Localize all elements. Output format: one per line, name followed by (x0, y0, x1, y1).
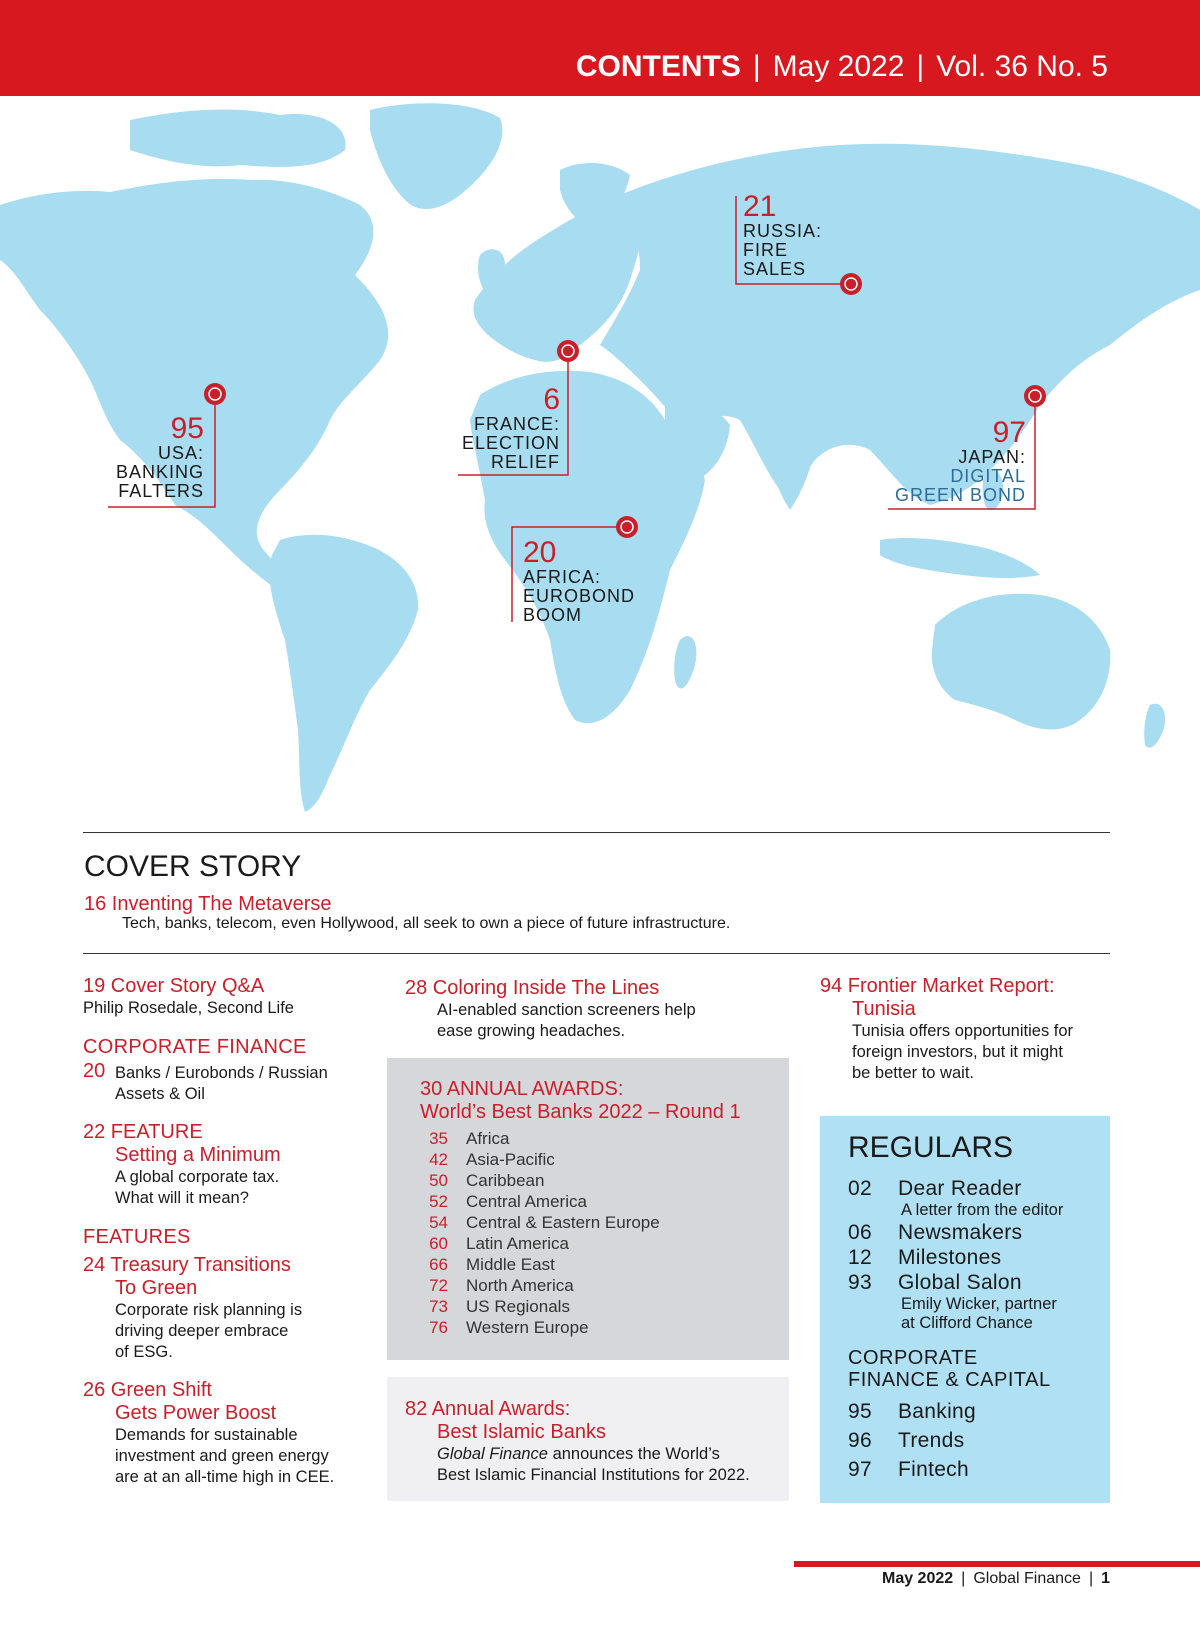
france-page: 6 (543, 383, 560, 416)
list-item[interactable]: 50 Caribbean (429, 1171, 545, 1190)
corporate-finance-heading: CORPORATE FINANCE (83, 1036, 307, 1058)
regular-item[interactable]: 12 Milestones (848, 1246, 1002, 1269)
indonesia-shape (880, 538, 1040, 578)
france-callout[interactable] (438, 385, 560, 472)
japan-label: JAPAN: DIGITAL GREEN BOND (894, 447, 1026, 505)
list-item[interactable]: 76 Western Europe (429, 1318, 589, 1337)
feature-24[interactable]: 24 Treasury Transitions To Green Corporate risk planning is driving deeper embrace of ESG. (83, 1254, 303, 1361)
footer-publication: Global Finance (973, 1570, 1081, 1587)
annual-awards-title: 30 ANNUAL AWARDS: (420, 1078, 624, 1100)
cover-story-heading: COVER STORY (84, 850, 302, 883)
footer-bar (794, 1561, 1200, 1567)
feature-22[interactable]: 22 FEATURE Setting a Minimum A global corporate tax. What will it mean? (83, 1121, 281, 1207)
canada-north-shape (130, 110, 346, 167)
footer-date: May 2022 (881, 1570, 954, 1587)
islamic-banks-awards[interactable]: 82 Annual Awards: Best Islamic Banks Global Finance announces the World’s Best Islamic Financial Institutions for 2022. (405, 1398, 750, 1484)
list-item[interactable]: 60 Latin America (429, 1234, 569, 1253)
russia-callout[interactable] (743, 192, 822, 279)
new-zealand-shape (1144, 704, 1165, 748)
cfc-list (848, 1397, 1103, 1484)
divider-top (83, 832, 1110, 833)
cover-story-description: Tech, banks, telecom, even Hollywood, all seek to own a piece of future infrastructure. (122, 915, 731, 932)
list-item[interactable]: 54 Central & Eastern Europe (429, 1213, 660, 1232)
list-item[interactable]: 66 Middle East (429, 1255, 555, 1274)
regular-item[interactable]: 06 Newsmakers (848, 1221, 1023, 1244)
usa-label: USA: BANKING FALTERS (115, 443, 204, 501)
japan-page: 97 (992, 416, 1026, 449)
france-pin (557, 340, 579, 362)
corporate-finance-item[interactable]: 20 Banks / Eurobonds / Russian Assets & Oil (83, 1060, 328, 1103)
contents-label: CONTENTS (575, 50, 741, 83)
annual-awards-list (420, 1128, 780, 1338)
france-label: FRANCE: ELECTION RELIEF (461, 414, 560, 472)
russia-pin (840, 273, 862, 295)
cover-qa-desc: Philip Rosedale, Second Life (83, 999, 294, 1017)
cf-page: 20 (83, 1060, 106, 1082)
features-heading: FEATURES (83, 1226, 191, 1248)
frontier-market-report[interactable]: 94 Frontier Market Report: Tunisia Tunisia offers opportunities for foreign investors, but it might be better to wait. (820, 975, 1074, 1082)
africa-label: AFRICA: EUROBOND BOOM (523, 567, 636, 625)
cover-story-title[interactable]: 16 Inventing The Metaverse (84, 893, 332, 915)
list-item[interactable]: 96 Trends (848, 1429, 965, 1452)
footer-page-number: 1 (1101, 1570, 1110, 1587)
feature-28[interactable]: 28 Coloring Inside The Lines AI-enabled sanction screeners help ease growing headaches. (405, 977, 785, 1042)
divider-bottom (83, 953, 1110, 954)
regular-item[interactable]: 93 Global Salon Emily Wicker, partner at Clifford Chance (848, 1271, 1057, 1332)
list-item[interactable]: 35 Africa (429, 1129, 510, 1148)
issue-volume: Vol. 36 No. 5 (936, 50, 1108, 83)
list-item[interactable]: 73 US Regionals (429, 1297, 570, 1316)
australia-shape (932, 594, 1110, 730)
africa-page: 20 (523, 536, 557, 569)
list-item[interactable]: 95 Banking (848, 1400, 976, 1423)
africa-pin (616, 516, 638, 538)
south-america-shape (270, 535, 418, 812)
annual-awards[interactable] (420, 1078, 780, 1338)
africa-callout[interactable] (523, 538, 635, 625)
regulars-heading: REGULARS (848, 1131, 1014, 1164)
usa-callout[interactable] (98, 414, 204, 501)
regulars-section (848, 1130, 1103, 1484)
regular-item[interactable]: 02 Dear Reader A letter from the editor (848, 1177, 1064, 1219)
list-item[interactable]: 42 Asia-Pacific (429, 1150, 555, 1169)
usa-page: 95 (170, 412, 204, 445)
header-title: CONTENTS | May 2022 | Vol. 36 No. 5 (575, 50, 1108, 83)
left-column (83, 975, 373, 1488)
madagascar-shape (674, 636, 696, 688)
greenland-shape (370, 103, 502, 209)
issue-date: May 2022 (772, 50, 905, 83)
corporate-finance-capital-heading: CORPORATE FINANCE & CAPITAL (848, 1347, 1051, 1391)
usa-pin (204, 383, 226, 405)
list-item[interactable]: 97 Fintech (848, 1458, 969, 1481)
japan-callout[interactable] (878, 418, 1026, 505)
footer: May 2022 | Global Finance | 1 (881, 1570, 1110, 1587)
feature-28-title: 28 Coloring Inside The Lines (405, 977, 660, 999)
list-item[interactable]: 52 Central America (429, 1192, 587, 1211)
russia-page: 21 (743, 190, 777, 223)
annual-awards-subtitle: World’s Best Banks 2022 – Round 1 (420, 1101, 741, 1123)
russia-label: RUSSIA: FIRE SALES (743, 221, 823, 279)
india-shape (765, 419, 815, 510)
japan-pin (1024, 385, 1046, 407)
feature-26[interactable]: 26 Green Shift Gets Power Boost Demands for sustainable investment and green energy are at an all-time high in CEE. (83, 1379, 335, 1486)
cover-qa-title[interactable]: 19 Cover Story Q&A (83, 975, 265, 997)
list-item[interactable]: 72 North America (429, 1276, 574, 1295)
